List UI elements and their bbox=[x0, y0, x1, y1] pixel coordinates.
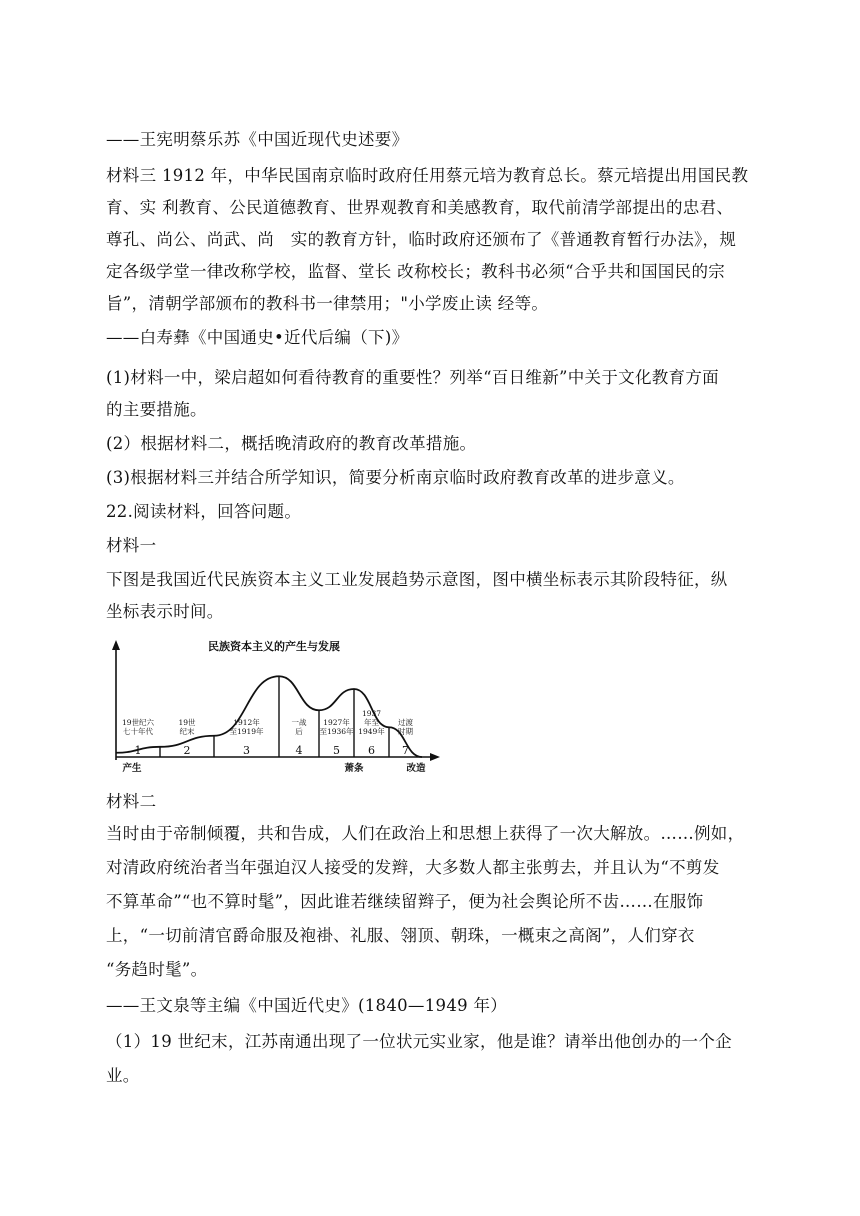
segment-number: 3 bbox=[243, 744, 250, 757]
citation-line: ——王文泉等主编《中国近代史》(1840—1949 年） bbox=[106, 996, 508, 1015]
segment-label: 至1919年 bbox=[229, 727, 264, 736]
paragraph-line: 尊孔、尚公、尚武、尚 实的教育方针，临时政府还颁布了《普通教育暂行办法》，规 bbox=[106, 230, 737, 249]
y-axis-arrow bbox=[112, 640, 120, 650]
segment-label: 七十年代 bbox=[123, 727, 153, 736]
material-heading: 材料二 bbox=[106, 792, 157, 811]
industry-trend-chart bbox=[104, 632, 444, 782]
segment-number: 5 bbox=[333, 744, 340, 757]
segment-number: 4 bbox=[295, 744, 303, 757]
question-line: （1）19 世纪末，江苏南通出现了一位状元实业家，他是谁？请举出他创办的一个企 bbox=[106, 1032, 732, 1051]
segment-label: 一战 bbox=[291, 718, 307, 727]
segment-label: 纪末 bbox=[179, 727, 195, 736]
paragraph-line: 对清政府统治者当年强迫汉人接受的发辫，大多数人都主张剪去，并且认为“不剪发 bbox=[106, 858, 720, 877]
paragraph-line: 下图是我国近代民族资本主义工业发展趋势示意图，图中横坐标表示其阶段特征，纵 bbox=[106, 570, 728, 589]
question-line: 业。 bbox=[106, 1066, 140, 1085]
stage-label: 产生 bbox=[122, 763, 142, 774]
citation-line: ——白寿彝《中国通史•近代后编（下)》 bbox=[106, 328, 409, 347]
segment-label: 19世 bbox=[178, 718, 196, 727]
segment-number: 7 bbox=[402, 744, 409, 757]
paragraph-line: 旨”，清朝学部颁布的教科书一律禁用；"小学废止读 经等。 bbox=[106, 294, 549, 313]
paragraph-line: 定各级学堂一律改称学校，监督、堂长 改称校长；教科书必须“合乎共和国国民的宗 bbox=[106, 262, 726, 281]
segment-label: 时期 bbox=[398, 727, 413, 736]
segment-label: 年至 bbox=[364, 718, 379, 727]
question-line: (1)材料一中，梁启超如何看待教育的重要性？列举“百日维新”中关于文化教育方面 bbox=[106, 368, 719, 387]
question-line: (3)根据材料三并结合所学知识，简要分析南京临时政府教育改革的进步意义。 bbox=[106, 468, 685, 487]
question-line: 的主要措施。 bbox=[106, 400, 207, 419]
question-heading: 22.阅读材料，回答问题。 bbox=[106, 502, 302, 521]
segment-label: 1937 bbox=[361, 709, 382, 718]
paragraph-line: 上，“一切前清官爵命服及袍褂、礼服、翎顶、朝珠，一概束之高阁”，人们穿衣 bbox=[106, 926, 695, 945]
segment-label: 后 bbox=[295, 727, 303, 736]
x-axis-arrow bbox=[430, 753, 440, 761]
segment-label: 1912年 bbox=[233, 718, 260, 727]
segment-label: 至1936年 bbox=[319, 727, 354, 736]
segment-number: 1 bbox=[134, 744, 142, 757]
segment-number: 2 bbox=[183, 744, 191, 757]
segment-label: 过渡 bbox=[398, 718, 413, 727]
paragraph-line: 坐标表示时间。 bbox=[106, 602, 224, 621]
segment-label: 19世纪六 bbox=[121, 718, 155, 727]
paragraph-line: 育、实 利教育、公民道德教育、世界观教育和美感教育，取代前清学部提出的忠君、 bbox=[106, 198, 734, 217]
stage-label: 改造 bbox=[406, 763, 426, 774]
stage-label: 萧条 bbox=[344, 763, 364, 774]
segment-label: 1927年 bbox=[323, 718, 350, 727]
paragraph-line: 不算革命”“也不算时髦”，因此谁若继续留辫子，便为社会舆论所不齿……在服饰 bbox=[106, 892, 704, 911]
chart-title: 民族资本主义的产生与发展 bbox=[208, 640, 340, 653]
question-line: (2）根据材料二，概括晚清政府的教育改革措施。 bbox=[106, 434, 477, 453]
paragraph-line: “务趋时髦”。 bbox=[106, 960, 208, 979]
material-heading: 材料一 bbox=[106, 536, 157, 555]
paragraph-line: 材料三 1912 年，中华民国南京临时政府任用蔡元培为教育总长。蔡元培提出用国民教 bbox=[106, 166, 749, 185]
segment-number: 6 bbox=[368, 744, 375, 757]
paragraph-line: 当时由于帝制倾覆，共和告成，人们在政治上和思想上获得了一次大解放。……例如， bbox=[106, 824, 745, 843]
citation-line: ——王宪明蔡乐苏《中国近现代史述要》 bbox=[106, 130, 409, 149]
segment-label: 1949年 bbox=[358, 727, 385, 736]
